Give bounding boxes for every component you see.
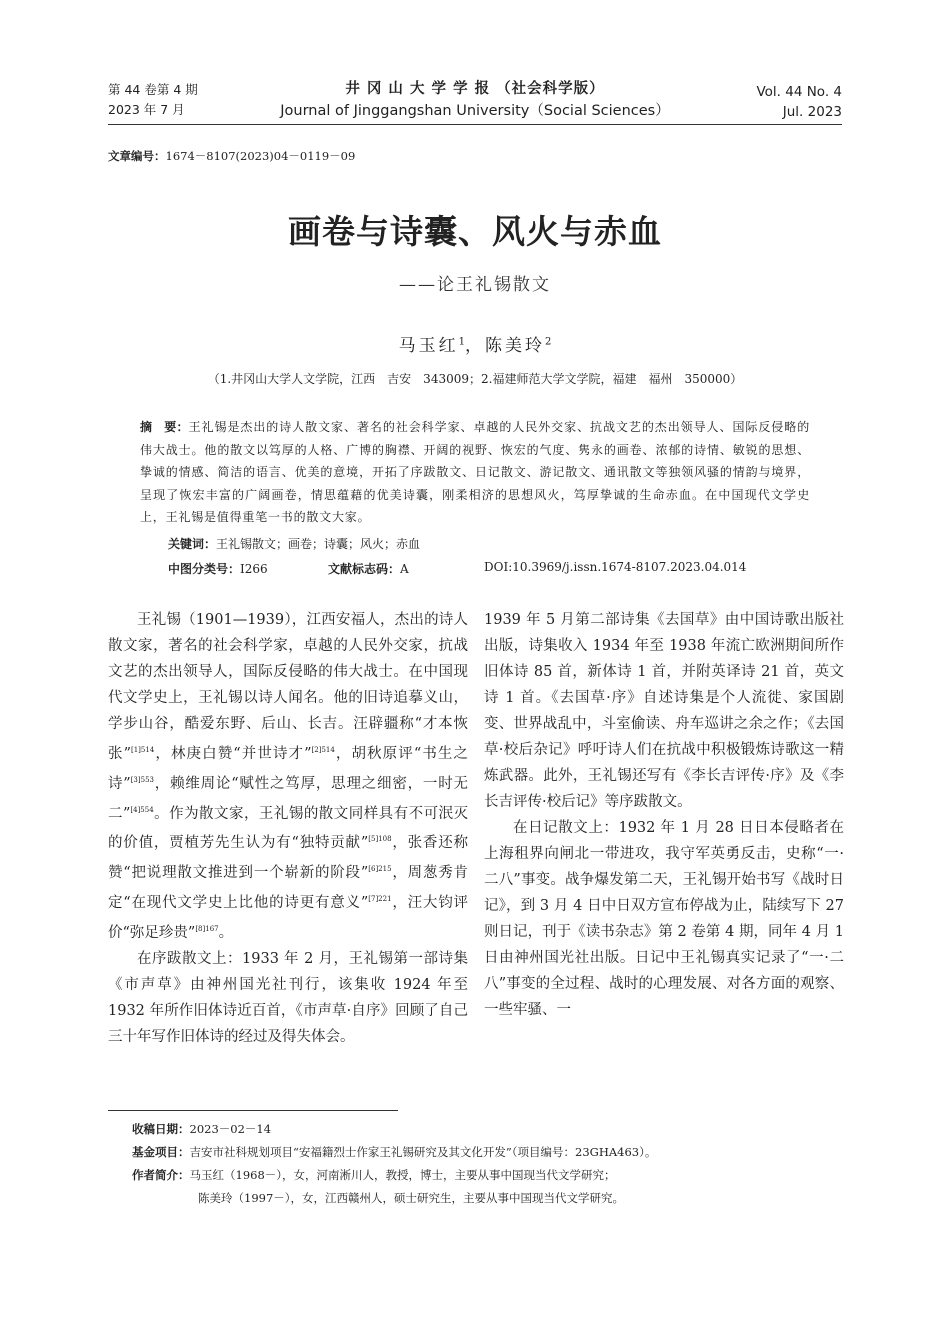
- author-bio: [132, 1164, 656, 1187]
- clc-value: I266: [240, 562, 268, 576]
- footnote-rule: [108, 1110, 398, 1111]
- body-paragraph-4: 在日记散文上：1932 年 1 月 28 日日本侵略者在上海租界向闸北一带进攻，我守军英勇反击，史称“一·二八”事变。战争爆发第二天，王礼锡开始书写《战时日记》，到 3 月 4 日中日双方宣布停战为止，陆续写下 27 则日记，刊于《读书杂志》第 2 卷第 4 期，同年 4 月 1 日由神州国光社出版。日记中王礼锡真实记录了“一·二八”事变的全过程、战时的心理发展、对各方面的观察、一些牢骚、一: [484, 820, 844, 1018]
- volume-issue-cn: 第 44 卷第 4 期: [108, 82, 198, 97]
- abstract: [140, 416, 810, 529]
- keywords-label: 关键词：: [168, 537, 217, 551]
- text-run: 王礼锡（1901—1939），江西安福人，杰出的诗人散文家，著名的社会科学家，卓越的人民外交家，抗战文艺的杰出领导人，国际反侵略的伟大战士。在中国现代文学史上，王礼锡以诗人闻名。他的旧诗追摹义山，学步山谷，酷爱东野、后山、长吉。汪辟疆称“才本恢张”: [108, 612, 468, 762]
- keywords-text: 王礼锡散文；画卷；诗囊；风火；赤血: [216, 537, 421, 551]
- citation: [1]514: [131, 746, 155, 754]
- body-column-left: [108, 607, 468, 1050]
- text-run: ，汪大钧评价“弥足珍贵”: [108, 894, 468, 941]
- journal-title-en: Journal of Jinggangshan University（Social Sciences）: [280, 103, 670, 119]
- author-2: 陈美玲: [485, 336, 545, 356]
- journal-title-cn: 井 冈 山 大 学 学 报 （社会科学版）: [345, 81, 605, 97]
- author-1: 马玉红: [398, 336, 459, 356]
- doc-code-label: 文献标志码：: [328, 562, 401, 576]
- clc-label: 中图分类号：: [168, 562, 241, 576]
- article-id: [108, 148, 355, 164]
- doc-code-value: A: [400, 562, 409, 576]
- authors: [0, 331, 950, 356]
- text-run: ，张香还称赞“把说理散文推进到一个崭新的阶段”: [108, 835, 468, 882]
- citation: [4]554: [130, 805, 154, 814]
- date-cn: 2023 年 7 月: [108, 102, 185, 117]
- author-sep: ，: [465, 336, 485, 356]
- citation: [3]553: [130, 775, 154, 784]
- paper-subtitle: ——论王礼锡散文: [399, 275, 551, 295]
- citation: [2]514: [311, 746, 335, 754]
- fund-label: 基金项目：: [132, 1145, 190, 1159]
- author-2-affil: 2: [545, 336, 552, 348]
- body-paragraph-1: [108, 607, 468, 946]
- abstract-text: 王礼锡是杰出的诗人散文家、著名的社会科学家、卓越的人民外交家、抗战文艺的杰出领导人、国际反侵略的伟大战士。他的散文以笃厚的人格、广博的胸襟、开阔的视野、恢宏的气度、隽永的画卷、浓郁的诗情、敏锐的思想、挚诚的情感、简洁的语言、优美的意境，开拓了序跋散文、日记散文、游记散文、通讯散文等独领风骚的情韵与境界，呈现了恢宏丰富的广阔画卷，情思蕴藉的优美诗囊，刚柔相济的思想风火，笃厚挚诚的生命赤血。在中国现代文学史上，王礼锡是值得重笔一书的散文大家。: [140, 420, 810, 524]
- volume-en: Vol. 44 No. 4: [756, 84, 842, 100]
- footnotes: [132, 1118, 656, 1210]
- citation: [5]108: [368, 835, 392, 844]
- article-id-label: 文章编号：: [108, 149, 166, 163]
- bio-1: 马玉红（1968－），女，河南淅川人，教授，博士，主要从事中国现当代文学研究；: [189, 1168, 616, 1182]
- paper-title: 画卷与诗囊、风火与赤血: [288, 212, 662, 251]
- text-run: 。作为散文家，王礼锡的散文同样具有不可泯灭的价值，贾植芳先生认为有“独特贡献”: [108, 805, 468, 852]
- text-run: ，林庚白赞“并世诗才”: [154, 745, 312, 762]
- author-1-affil: 1: [458, 336, 465, 348]
- fund-info: [132, 1141, 656, 1164]
- body-paragraph-3: 1939 年 5 月第二部诗集《去国草》由中国诗歌出版社出版，诗集收入 1934 年至 1938 年流亡欧洲期间所作旧体诗 85 首，新体诗 1 首，并附英译诗 21 首，英文诗 1 首。《去国草·序》自述诗集是个人流徙、家国剧变、世界战乱中，斗室偷读、舟车巡讲之余之作；《去国草·校后杂记》呼吁诗人们在抗战中积极锻炼诗歌这一精炼武器。此外，王礼锡还写有《李长吉评传·序》及《李长吉评传·校后记》等序跋散文。: [484, 612, 844, 810]
- fund-value: 吉安市社科规划项目“安福籍烈士作家王礼锡研究及其文化开发”（项目编号：23GHA463）。: [189, 1145, 657, 1159]
- received-label: 收稿日期：: [132, 1122, 190, 1136]
- article-id-value: 1674－8107(2023)04－0119－09: [165, 149, 356, 163]
- body-paragraph-2: 在序跋散文上：1933 年 2 月，王礼锡第一部诗集《市声草》由神州国光社刊行，该集收 1924 年至 1932 年所作旧体诗近百首，《市声草·自序》回顾了自己三十年写作旧体诗的经过及得失体会。: [108, 950, 468, 1045]
- bio-label: 作者简介：: [132, 1168, 190, 1182]
- text-run: ，胡秋原评“书生之诗”: [108, 745, 468, 792]
- keywords: [168, 535, 420, 552]
- header-left: [108, 80, 198, 120]
- journal-title-block: [230, 78, 720, 122]
- date-en: Jul. 2023: [782, 104, 842, 120]
- citation: [6]215: [368, 865, 392, 874]
- body-column-right: [484, 607, 844, 1023]
- received-value: 2023－02－14: [189, 1122, 272, 1136]
- header-rule: [108, 124, 842, 125]
- abstract-label: 摘 要：: [140, 420, 189, 434]
- text-run: ，赖维周论“赋性之笃厚，思理之细密，一时无二”: [108, 775, 468, 822]
- text-run: 。: [218, 924, 234, 941]
- citation: [8]167: [195, 924, 219, 933]
- citation: [7]221: [368, 895, 392, 904]
- header-right: [756, 82, 842, 122]
- received-date: [132, 1118, 656, 1141]
- doi: DOI:10.3969/j.issn.1674-8107.2023.04.014: [484, 560, 747, 574]
- author-bio-2: 陈美玲（1997－），女，江西赣州人，硕士研究生，主要从事中国现当代文学研究。: [198, 1191, 625, 1205]
- text-run: ，周葱秀肯定“在现代文学史上比他的诗更有意义”: [108, 865, 468, 911]
- affiliation: （1.井冈山大学人文学院，江西 吉安 343009；2.福建师范大学文学院，福建 福州 350000）: [207, 372, 743, 386]
